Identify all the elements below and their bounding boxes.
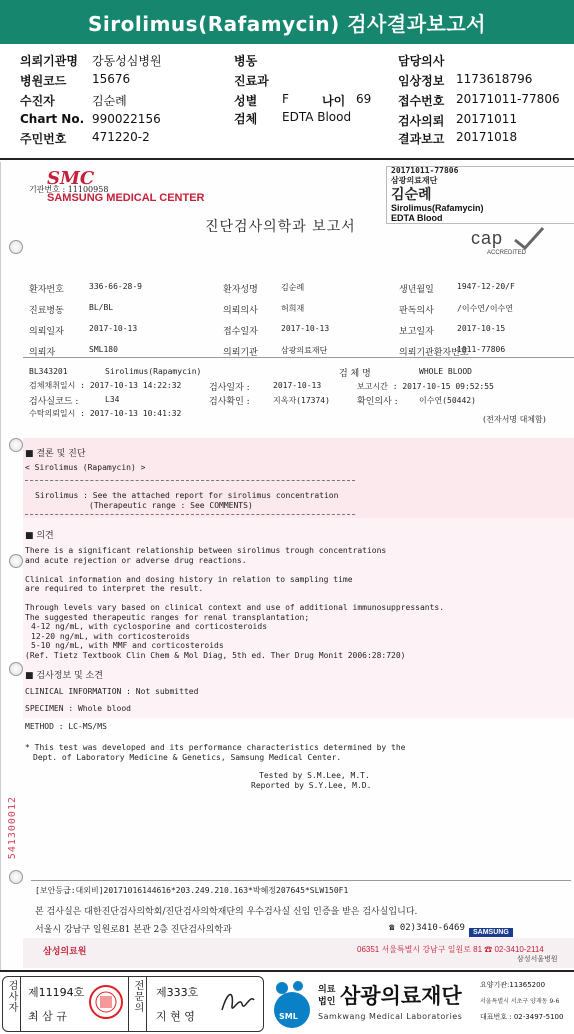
side-barcode-number: 541300012 — [7, 796, 18, 860]
lab-address: 서울시 강남구 일원로81 본관 2층 진단검사의학과 — [35, 925, 232, 935]
patient-label: 수진자 — [20, 94, 55, 108]
reported-by: Reported by S.Y.Lee, M.D. — [251, 781, 372, 790]
section-comments: ■ 의견 — [25, 531, 54, 541]
dept-label: 진료과 — [234, 74, 269, 88]
esign-note: (전자서명 대체함) — [483, 415, 546, 424]
result-line-1: Sirolimus : See the attached report for sirolimus concentration — [35, 491, 339, 500]
table-value: SML180 — [89, 345, 118, 354]
table-value: 1011-77806 — [457, 345, 506, 354]
comment-line: 12-20 ng/mL, with corticosteroids — [31, 631, 190, 641]
sml-logo-icon — [268, 978, 316, 1030]
result-test-name: < Sirolimus (Rapamycin) > — [25, 463, 146, 472]
clinical-value: 1173618796 — [456, 72, 533, 86]
tester-label: 검사자 — [6, 980, 17, 1013]
table-value: 1947-12-20/F — [457, 282, 515, 291]
section-conclusion: ■ 결론 및 진단 — [25, 449, 86, 459]
punch-hole-icon — [9, 662, 23, 676]
punch-hole-icon — [9, 554, 23, 568]
comment-line: and acute rejection or adverse drug reactions. — [25, 555, 247, 565]
method-info: METHOD : LC-MS/MS — [25, 722, 107, 731]
clinical-label: 임상정보 — [398, 74, 445, 88]
table-label: 의뢰일자 — [29, 327, 64, 337]
footer-address: 06351 서울특별시 강남구 일원로 81 ☎ 02-3410-2114 — [357, 945, 544, 954]
footer-org: 삼성의료원 — [43, 946, 87, 956]
table-label: 의뢰기관환자번호 — [399, 348, 469, 358]
divider — [23, 357, 574, 358]
result-line-2: (Therapeutic range : See COMMENTS) — [89, 501, 253, 510]
table-value: 336-66-28-9 — [89, 282, 142, 291]
specialist-label: 전문의 — [132, 980, 143, 1013]
ward-label: 병동 — [234, 54, 258, 68]
institution-label: 의뢰기관명 — [20, 54, 78, 68]
security-line: [보안등급:대외비]20171016144616*203.249.210.163*박혜정207645*SLW150F1 — [35, 886, 349, 895]
comment-line: The suggested therapeutic ranges for renal transplantation; — [25, 612, 310, 622]
chart-no-label: Chart No. — [20, 112, 85, 126]
comment-line: are required to interpret the result. — [25, 584, 204, 593]
table-label: 의뢰기관 — [223, 348, 258, 358]
cap-logo: cap — [471, 228, 504, 248]
comment-line: (Ref. Tietz Textbook Clin Chem & Mol Diag, 5th ed. Ther Drug Monit 2006:28:720) — [25, 650, 406, 660]
report-date-label: 결과보고 — [398, 132, 445, 146]
table-value: 허희재 — [281, 304, 305, 313]
report-heading: 진단검사의학과 보고서 — [205, 219, 356, 235]
report-time: 보고시간 : 2017-10-15 09:52:55 — [357, 382, 494, 391]
confirm-doctor-label: 확인의사 : — [357, 397, 398, 407]
table-label: 보고일자 — [399, 327, 434, 337]
org-tel: 대표번호 : 02-3497-5100 — [480, 1013, 564, 1021]
request-date-label: 검사의뢰 — [398, 114, 445, 128]
label-org: 삼광의료재단 — [391, 175, 438, 185]
sex-label: 성별 — [234, 94, 258, 108]
table-label: 진료병동 — [29, 306, 64, 316]
specialist-license: 제333호 — [156, 986, 199, 999]
table-value: 2017-10-15 — [457, 324, 506, 333]
signature-icon — [218, 986, 258, 1018]
org-name: 삼광의료재단 — [340, 984, 462, 1008]
table-value: 2017-10-13 — [281, 324, 330, 333]
label-test: Sirolimus(Rafamycin) — [391, 203, 484, 213]
table-label: 판독의사 — [399, 306, 434, 316]
test-date-label: 검사일자 : — [209, 383, 250, 393]
label-patient: 김순례 — [391, 187, 432, 203]
footer-hospital: 삼성서울병원 — [517, 956, 558, 963]
doctor-label: 담당의사 — [398, 54, 445, 68]
specimen-label: 검체 — [234, 112, 258, 126]
chart-no-value: 990022156 — [92, 112, 161, 126]
rrn-label: 주민번호 — [20, 132, 67, 146]
check-icon — [511, 224, 547, 252]
lab-code-value: L34 — [105, 395, 120, 404]
section-test-info: ■ 검사정보 및 소견 — [25, 671, 103, 681]
comment-line: There is a significant relationship between sirolimus trough concentrations — [25, 546, 387, 555]
verified-by-label: 검사확인 : — [209, 397, 250, 407]
rrn-value: 471220-2 — [92, 130, 150, 144]
org-name-en: Samkwang Medical Laboratories — [318, 1012, 463, 1021]
table-label: 의뢰자 — [29, 348, 56, 358]
specimen-value: EDTA Blood — [282, 110, 352, 124]
specimen-info: SPECIMEN : Whole blood — [25, 704, 131, 713]
smc-name: SAMSUNG MEDICAL CENTER — [47, 192, 205, 204]
institution-reg-no: 기관번호 : 11100958 — [29, 185, 109, 194]
comment-line: Clinical information and dosing history in relation to sampling time — [25, 574, 353, 584]
org-prefix-2: 법인 — [318, 997, 336, 1007]
clinical-info: CLINICAL INFORMATION : Not submitted — [25, 687, 199, 696]
hospital-code-value: 15676 — [92, 72, 131, 86]
age-value: 69 — [356, 92, 372, 106]
sml-text: SML — [279, 1012, 298, 1021]
specimen-value-scan: WHOLE BLOOD — [419, 367, 472, 376]
smc-logo: SMC — [47, 168, 95, 189]
punch-hole-icon — [9, 438, 23, 452]
verified-by-value: 지옥자(17374) — [273, 396, 330, 405]
bl-test: Sirolimus(Rapamycin) — [105, 367, 202, 376]
org-code: 요양기관:11365200 — [480, 981, 546, 989]
divider — [31, 880, 571, 881]
org-prefix-1: 의료 — [318, 985, 336, 995]
comment-line: Through levels vary based on clinical context and use of additional immunosuppressants. — [25, 603, 445, 612]
table-value: BL/BL — [89, 303, 114, 312]
sex-value: F — [282, 92, 289, 106]
label-receipt-no: 20171011-77806 — [391, 166, 459, 175]
specimen-label-sticker — [386, 166, 574, 224]
certification-line: 본 검사실은 대한진단검사의학회/진단검사의학재단의 우수검사실 신임 인증을 받은 검사실입니다. — [35, 907, 418, 917]
collection-time: 검체채취일시 : 2017-10-13 14:22:32 — [29, 381, 182, 390]
seal-icon — [88, 984, 124, 1020]
confirm-doctor-value: 이수연(50442) — [419, 396, 476, 405]
table-label: 생년월일 — [399, 285, 434, 295]
specimen-header: 검 체 명 — [339, 369, 371, 379]
receipt-no-value: 20171011-77806 — [456, 92, 560, 106]
table-label: 의뢰의사 — [223, 306, 258, 316]
disclaimer-1: * This test was developed and its performance characteristics determined by the — [25, 743, 406, 752]
patient-value: 김순례 — [92, 94, 127, 108]
receipt-no-label: 접수번호 — [398, 94, 445, 108]
table-label: 환자번호 — [29, 285, 64, 295]
divider — [25, 480, 355, 481]
report-date-value: 20171018 — [456, 130, 518, 144]
samsung-badge: SAMSUNG — [469, 928, 513, 937]
comment-line: 5-10 ng/mL, with MMF and corticosteroids — [31, 641, 224, 650]
table-value: 김순례 — [281, 283, 305, 292]
report-banner — [0, 0, 574, 44]
punch-hole-icon — [9, 240, 23, 254]
table-value: 2017-10-13 — [89, 324, 138, 333]
table-label: 접수일자 — [223, 327, 258, 337]
table-value: /이수연/이수연 — [457, 304, 514, 313]
punch-hole-icon — [9, 870, 23, 884]
age-label: 나이 — [322, 94, 346, 108]
comment-line: 4-12 ng/mL, with cyclosporine and corticosteroids — [31, 622, 268, 631]
table-value: 삼광의료재단 — [281, 346, 328, 355]
test-date-value: 2017-10-13 — [273, 381, 322, 390]
label-specimen: EDTA Blood — [391, 213, 443, 223]
lab-tel: ☎ 02)3410-6469 — [389, 923, 465, 933]
signature-footer — [0, 970, 574, 1034]
divider — [128, 976, 129, 1032]
tester-license: 제11194호 — [28, 986, 85, 999]
hospital-code-label: 병원코드 — [20, 74, 67, 88]
tested-by: Tested by S.M.Lee, M.T. — [259, 771, 370, 780]
request-date-value: 20171011 — [456, 112, 518, 126]
divider — [20, 976, 21, 1032]
institution-value: 강동성심병원 — [92, 54, 162, 68]
bl-code: BL343201 — [29, 367, 68, 376]
patient-info-panel — [0, 44, 574, 160]
report-title: Sirolimus(Rafamycin) 검사결과보고서 — [88, 11, 486, 36]
lab-code-label: 검사실코드 : — [29, 397, 79, 407]
specialist-name: 지 현 영 — [156, 1010, 195, 1023]
consign-time: 수탁의뢰일시 : 2017-10-13 10:41:32 — [29, 409, 182, 418]
scanned-report — [0, 162, 574, 970]
tester-name: 최 삼 규 — [28, 1010, 67, 1023]
cap-accredited: ACCREDITED — [487, 250, 527, 256]
disclaimer-2: Dept. of Laboratory Medicine & Genetics, Samsung Medical Center. — [33, 753, 342, 762]
divider — [146, 976, 147, 1032]
org-address: 서울특별시 서초구 양재동 9-6 — [480, 998, 560, 1005]
divider — [25, 514, 355, 515]
table-label: 환자성명 — [223, 285, 258, 295]
